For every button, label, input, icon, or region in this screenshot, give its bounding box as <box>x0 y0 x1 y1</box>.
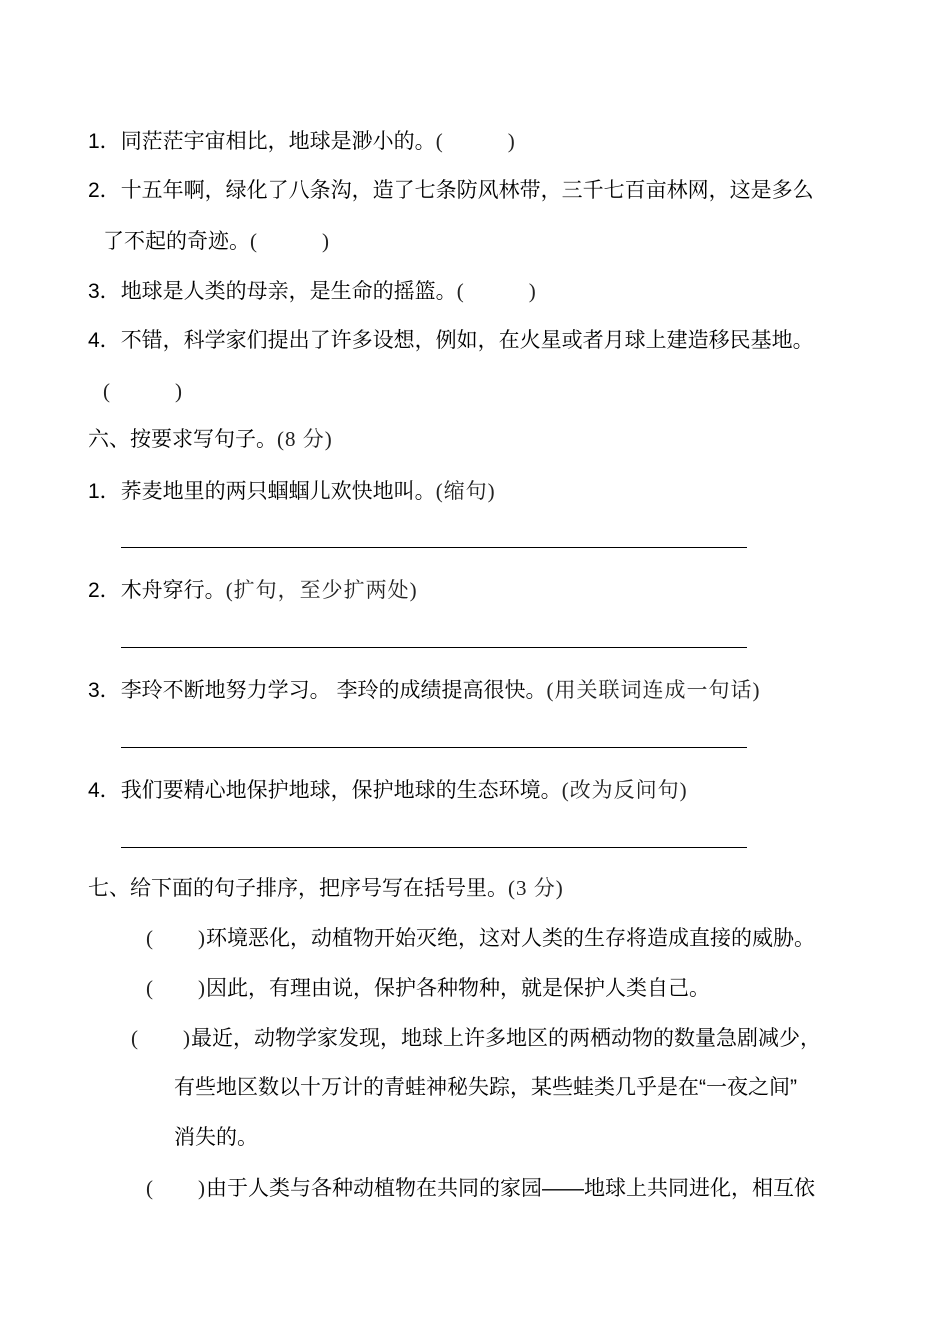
section-title: 六、按要求写句子。 <box>88 428 277 451</box>
judge-item-4 <box>88 328 814 354</box>
item-text: 地球是人类的母亲，是生命的摇篮。 <box>120 280 457 303</box>
answer-paren-open: ( <box>103 379 111 403</box>
order-paren-close: ) <box>198 926 206 950</box>
item-number: 4． <box>88 779 121 802</box>
section7-item-1 <box>146 925 815 951</box>
item-text: 木舟穿行。 <box>120 579 226 602</box>
item-text: 我们要精心地保护地球，保护地球的生态环境。 <box>120 779 562 802</box>
judge-item-1 <box>88 128 516 154</box>
item-number: 2． <box>88 179 121 202</box>
item-hint: (用关联词连成一句话) <box>546 678 761 702</box>
section7-item-3 <box>131 1025 821 1051</box>
order-paren-close: ) <box>198 976 206 1000</box>
judge-item-2-cont <box>103 228 330 254</box>
section6-item-2 <box>88 577 418 603</box>
item-text: 了不起的奇迹。 <box>103 230 250 253</box>
item-number: 1． <box>88 130 121 153</box>
order-paren-close: ) <box>198 1176 206 1200</box>
item-text: 由于人类与各种动植物在共同的家园——地球上共同进化，相互依 <box>206 1177 815 1200</box>
section7-item-3-cont2 <box>174 1125 258 1151</box>
item-hint: (缩句) <box>435 479 496 503</box>
answer-paren-open[interactable]: ( <box>435 129 444 153</box>
answer-line-3[interactable] <box>121 747 747 748</box>
answer-line-2[interactable] <box>121 647 747 648</box>
answer-paren-close: ) <box>507 129 516 153</box>
judge-item-3 <box>88 278 537 304</box>
item-number: 3． <box>88 679 121 702</box>
answer-paren-close: ) <box>175 379 183 403</box>
item-text: 不错，科学家们提出了许多设想，例如，在火星或者月球上建造移民基地。 <box>120 329 814 352</box>
item-text: 同茫茫宇宙相比，地球是渺小的。 <box>120 130 436 153</box>
section-title: 七、给下面的句子排序，把序号写在括号里。 <box>88 877 508 900</box>
item-text: 李玲不断地努力学习。 李玲的成绩提高很快。 <box>120 679 547 702</box>
item-text: 消失的。 <box>174 1126 258 1149</box>
answer-line-4[interactable] <box>121 847 747 848</box>
section7-heading <box>88 875 564 901</box>
item-text: 十五年啊，绿化了八条沟，造了七条防风林带，三千七百亩林网，这是多么 <box>120 179 814 202</box>
answer-paren-close: ) <box>528 279 537 303</box>
item-hint: (扩句，至少扩两处) <box>225 578 418 602</box>
item-number: 3． <box>88 280 121 303</box>
item-text: 最近，动物学家发现，地球上许多地区的两栖动物的数量急剧减少， <box>191 1027 821 1050</box>
item-hint: (改为反问句) <box>561 778 688 802</box>
order-paren-open: ( <box>146 1176 154 1200</box>
judge-item-2 <box>88 178 814 204</box>
judge-item-4-answer <box>103 378 183 404</box>
item-text: 荞麦地里的两只蝈蝈儿欢快地叫。 <box>120 480 436 503</box>
answer-paren-open: ( <box>456 279 465 303</box>
order-paren-close: ) <box>183 1026 191 1050</box>
item-text: 环境恶化，动植物开始灭绝，这对人类的生存将造成直接的威胁。 <box>206 927 815 950</box>
section6-item-4 <box>88 777 688 803</box>
answer-paren-close: ) <box>322 229 330 253</box>
item-text: 因此，有理由说，保护各种物种，就是保护人类自己。 <box>206 977 710 1000</box>
order-paren-open: ( <box>131 1026 139 1050</box>
section-score: (3 分) <box>508 876 564 900</box>
answer-line-1[interactable] <box>121 547 747 548</box>
item-number: 1． <box>88 480 121 503</box>
section7-item-4 <box>146 1175 815 1201</box>
section7-item-2 <box>146 975 710 1001</box>
order-paren-open: ( <box>146 926 154 950</box>
answer-paren-open: ( <box>250 229 258 253</box>
section6-heading <box>88 426 333 452</box>
section6-item-3 <box>88 677 761 703</box>
section-score: (8 分) <box>277 427 333 451</box>
section6-item-1 <box>88 478 496 504</box>
item-number: 2． <box>88 579 121 602</box>
section7-item-3-cont1 <box>174 1075 797 1101</box>
item-text: 有些地区数以十万计的青蛙神秘失踪，某些蛙类几乎是在“一夜之间” <box>174 1076 797 1099</box>
order-paren-open: ( <box>146 976 154 1000</box>
item-number: 4． <box>88 329 121 352</box>
